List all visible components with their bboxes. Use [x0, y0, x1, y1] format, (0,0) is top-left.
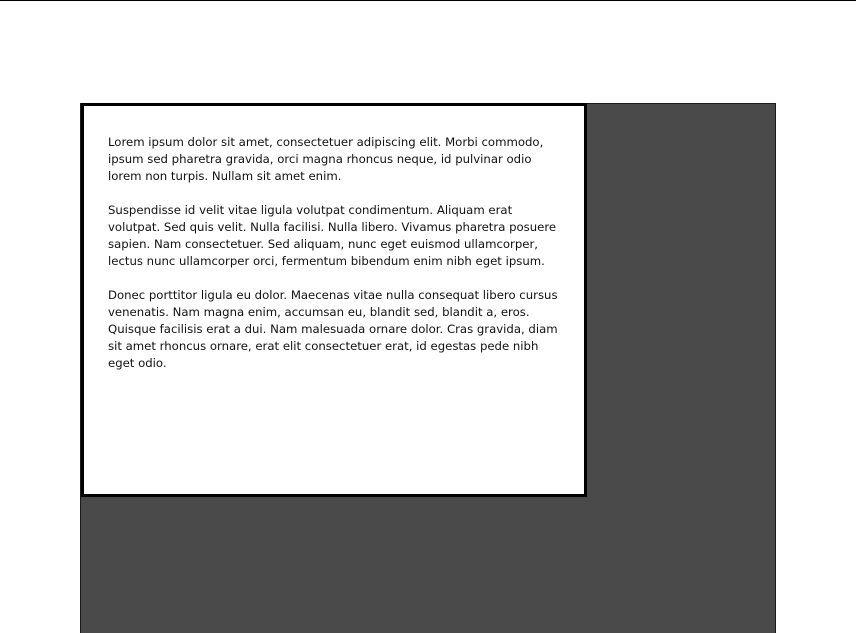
- top-divider: [0, 0, 856, 1]
- text-content-box: [81, 103, 587, 497]
- paragraph: Suspendisse id velit vitae ligula volutpat condimentum. Aliquam erat volutpat. Sed quis velit. Nulla facilisi. Nulla libero. Vivamus pharetra posuere sapien. Nam consectetuer. Sed aliquam, nunc eget euismod ullamcorper, lectus nunc ullamcorper orci, fermentum bibendum enim nibh eget ipsum.: [108, 203, 557, 268]
- paragraph: Donec porttitor ligula eu dolor. Maecenas vitae nulla consequat libero cursus venenatis. Nam magna enim, accumsan eu, blandit sed, blandit a, eros. Quisque facilisis erat a dui. Nam malesuada ornare dolor. Cras gravida, diam sit amet rhoncus ornare, erat elit consectetuer erat, id egestas pede nibh eget odio.: [108, 288, 558, 370]
- paragraph: Lorem ipsum dolor sit amet, consectetuer adipiscing elit. Morbi commodo, ipsum sed pharetra gravida, orci magna rhoncus neque, id pulvinar odio lorem non turpis. Nullam sit amet enim.: [108, 135, 544, 183]
- text-body: [108, 134, 568, 389]
